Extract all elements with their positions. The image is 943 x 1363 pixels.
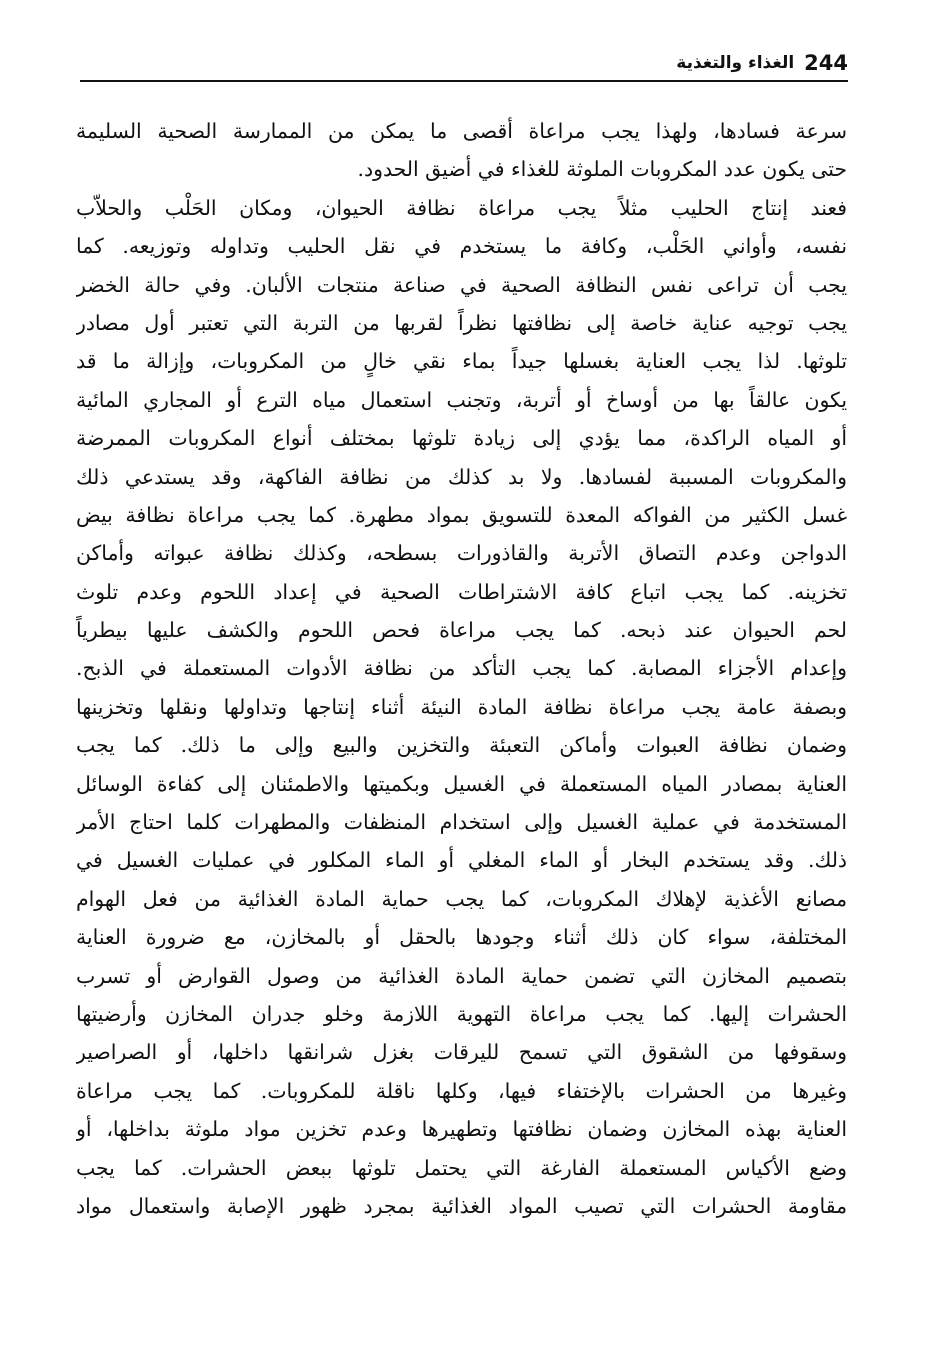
text-line: وضع الأكياس المستعملة الفارغة التي يحتمل تلوثها ببعض الحشرات. كما يجب: [76, 1155, 847, 1180]
text-line: العناية بمصادر المياه المستعملة في الغسيل وبكميتها والاطمئنان إلى كفاءة الوسائل: [76, 771, 847, 796]
text-line: يجب توجيه عناية خاصة إلى نظافتها نظراً لقربها من التربة التي تعتبر أول مصادر: [76, 310, 847, 335]
text-line: سرعة فسادها، ولهذا يجب مراعاة أقصى ما يمكن من الممارسة الصحية السليمة: [76, 119, 847, 143]
text-line: ذلك. وقد يستخدم البخار أو الماء المغلي أو الماء المكلور في عمليات الغسيل في: [76, 848, 847, 873]
text-line: الدواجن وعدم التصاق الأتربة والقاذورات بسطحه، وكذلك نظافة عبواته وأماكن: [76, 541, 847, 566]
text-line: وبصفة عامة يجب مراعاة نظافة المادة النيئة أثناء إنتاجها وتداولها ونقلها وتخزينها: [76, 694, 847, 719]
text-line: وغيرها من الحشرات بالإختفاء فيها، وكلها ناقلة للمكروبات. كما يجب مراعاة: [76, 1078, 847, 1103]
text-line: تخزينه. كما يجب اتباع كافة الاشتراطات الصحية في إعداد اللحوم وعدم تلوث: [76, 579, 847, 604]
running-title: الغذاء والتغذية: [676, 53, 795, 73]
text-line: العناية بهذه المخازن وضمان نظافتها وتطهيرها وعدم تخزين مواد ملوثة بداخلها، أو: [76, 1117, 847, 1142]
text-line: وإعدام الأجزاء المصابة. كما يجب التأكد من نظافة الأدوات المستعملة في الذبح.: [76, 656, 847, 681]
text-line: المختلفة، سواء كان ذلك أثناء وجودها بالحقل أو بالمخازن، مع ضرورة العناية: [76, 925, 847, 950]
text-line: المستخدمة في عملية الغسيل وإلى استخدام المنظفات والمطهرات كلما احتاج الأمر: [76, 810, 847, 835]
text-line: يجب أن تراعى نفس النظافة الصحية في صناعة منتجات الألبان. وفي حالة الخضر: [76, 272, 847, 297]
text-line: مصانع الأغذية لإهلاك المكروبات، كما يجب حماية المادة الغذائية من فعل الهوام: [76, 886, 847, 911]
text-line: والمكروبات المسببة لفسادها. ولا بد كذلك من نظافة الفاكهة، وقد يستدعي ذلك: [76, 464, 847, 489]
text-line: وسقوفها من الشقوق التي تسمح لليرقات بغزل شرانقها داخلها، أو الصراصير: [76, 1040, 847, 1065]
text-line: فعند إنتاج الحليب مثلاً يجب مراعاة نظافة الحيوان، ومكان الحَلْب والحلاّب: [76, 195, 847, 220]
text-line: تلوثها. لذا يجب العناية بغسلها جيداً بماء نقي خالٍ من المكروبات، وإزالة ما قد: [76, 349, 847, 374]
text-line: مقاومة الحشرات التي تصيب المواد الغذائية بمجرد ظهور الإصابة واستعمال مواد: [76, 1193, 847, 1218]
text-line: بتصميم المخازن التي تضمن حماية المادة الغذائية من وصول القوارض أو تسرب: [76, 963, 847, 988]
page-number: 244: [804, 51, 848, 75]
body-text: [76, 112, 847, 1225]
text-line: نفسه، وأواني الحَلْب، وكافة ما يستخدم في نقل الحليب وتداوله وتوزيعه. كما: [76, 234, 847, 259]
header-rule: [80, 80, 848, 82]
running-header: [80, 48, 848, 78]
text-line: لحم الحيوان عند ذبحه. كما يجب مراعاة فحص اللحوم والكشف عليها بيطرياً: [76, 618, 847, 643]
text-line: يكون عالقاً بها من أوساخ أو أتربة، وتجنب استعمال مياه الترع أو المجاري المائية: [76, 387, 847, 412]
text-line: أو المياه الراكدة، مما يؤدي إلى زيادة تلوثها بمختلف أنواع المكروبات الممرضة: [76, 426, 847, 451]
text-line: غسل الكثير من الفواكه المعدة للتسويق بمواد مطهرة. كما يجب مراعاة نظافة بيض: [76, 502, 847, 527]
text-line: الحشرات إليها. كما يجب مراعاة التهوية اللازمة وخلو جدران المخازن وأرضيتها: [76, 1001, 847, 1026]
text-line: حتى يكون عدد المكروبات الملوثة للغذاء في أضيق الحدود.: [357, 157, 847, 182]
text-line: وضمان نظافة العبوات وأماكن التعبئة والتخزين والبيع وإلى ما ذلك. كما يجب: [76, 733, 847, 758]
